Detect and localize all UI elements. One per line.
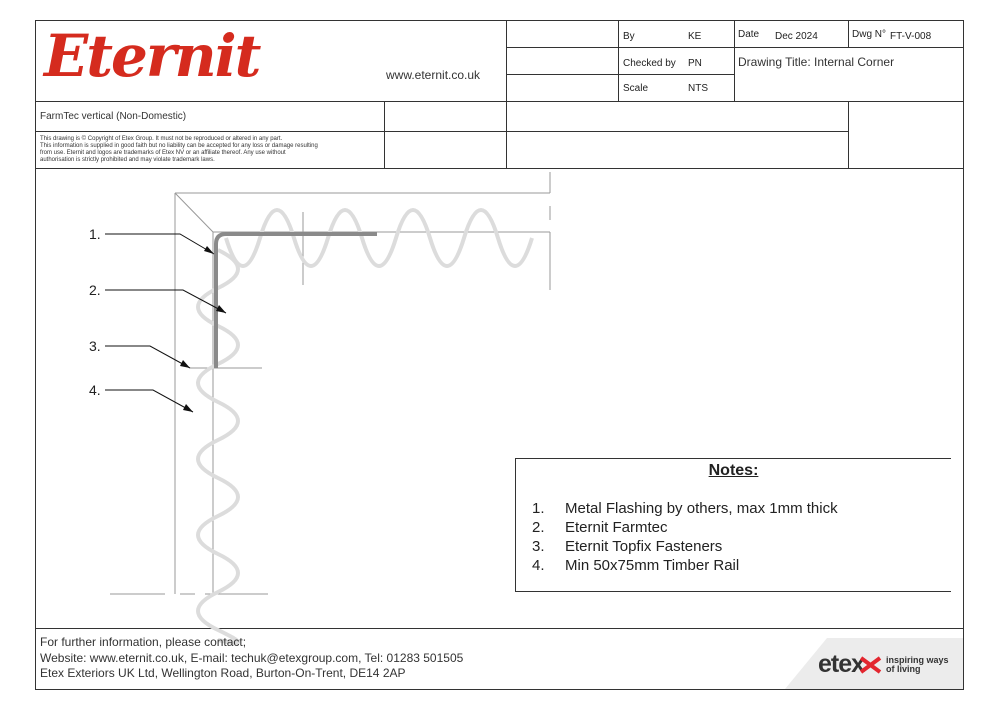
- farmtec-sheet-horizontal: [226, 210, 532, 266]
- disclaimer: This drawing is © Copyright of Etex Group. It must not be reproduced or altered in any part. This information is supplied in good faith but no liability can be accepted for any loss or damage resulting from use. Eternit and logos are trademarks of Etex NV or an affiliate thereof. Any use without authorisation is strictly prohibited and may violate trademark laws.: [40, 136, 318, 163]
- callout-1: 1.: [89, 226, 101, 242]
- callout-4: 4.: [89, 382, 101, 398]
- note-item: 1. Metal Flashing by others, max 1mm thick: [532, 500, 838, 517]
- note-item: 4. Min 50x75mm Timber Rail: [532, 557, 740, 574]
- product-name: FarmTec vertical (Non-Domestic): [40, 111, 187, 122]
- by-label: By: [623, 31, 635, 42]
- etex-tagline: inspiring ways of living: [886, 655, 949, 674]
- leader-lines: [105, 234, 226, 412]
- dwg-value: FT-V-008: [890, 31, 932, 42]
- footer-contact: For further information, please contact; Website: www.eternit.co.uk, E-mail: techuk@etexgroup.com, Tel: 01283 501505 Etex Exteriors UK Ltd, Wellington Road, Burton-On-Trent, DE14 2AP: [40, 635, 464, 680]
- callout-2: 2.: [89, 282, 101, 298]
- callout-3: 3.: [89, 338, 101, 354]
- notes-list: [532, 499, 838, 575]
- metal-flashing: [216, 234, 377, 368]
- checked-label: Checked by: [623, 58, 676, 69]
- date-value: Dec 2024: [775, 31, 818, 42]
- note-item: 2. Eternit Farmtec: [532, 519, 668, 536]
- dwg-label: Dwg N°: [852, 29, 887, 40]
- etex-x-icon: [860, 656, 882, 674]
- by-value: KE: [688, 31, 702, 42]
- note-item: 3. Eternit Topfix Fasteners: [532, 538, 723, 555]
- drawing-title: Drawing Title: Internal Corner: [738, 55, 895, 69]
- arrowhead: [183, 404, 193, 412]
- scale-value: NTS: [688, 83, 708, 94]
- etex-logo: etex: [818, 650, 865, 678]
- eternit-logo: Eternit: [44, 22, 260, 90]
- scale-label: Scale: [623, 83, 649, 94]
- notes-heading: Notes:: [708, 462, 759, 479]
- checked-value: PN: [688, 58, 702, 69]
- website-header: www.eternit.co.uk: [386, 68, 481, 82]
- arrowhead: [180, 360, 190, 368]
- notes-box: [515, 458, 951, 592]
- date-label: Date: [738, 29, 760, 40]
